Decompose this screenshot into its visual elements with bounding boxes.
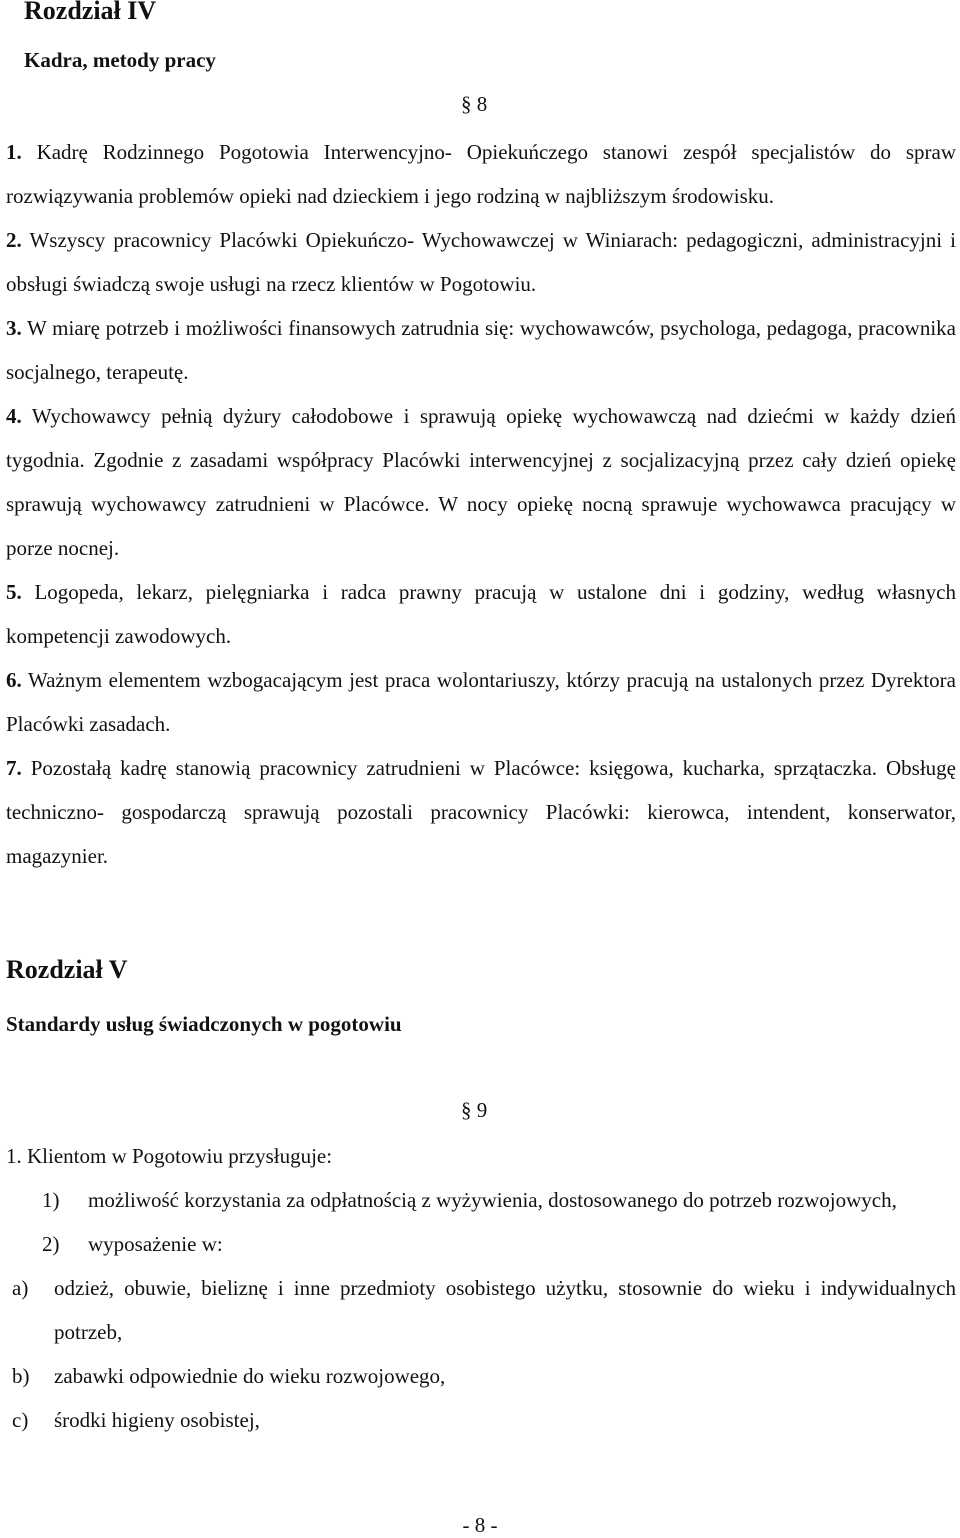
- list-subitem: [6, 1354, 956, 1398]
- list-marker: 1): [42, 1188, 60, 1212]
- list-marker: c): [12, 1408, 29, 1432]
- paragraph: [6, 394, 956, 570]
- list-subitem-text: środki higieny osobistej,: [54, 1408, 260, 1432]
- paragraph-number: 5.: [6, 580, 22, 604]
- paragraph-text: Pozostałą kadrę stanowią pracownicy zatrudnieni w Placówce: księgowa, kucharka, sprzątaczka. Obsługę techniczno- gospodarczą sprawują pozostali pracownicy Placówki: kierowca, intendent, konserwator, magazynier.: [6, 756, 956, 868]
- paragraph: [6, 306, 956, 394]
- paragraph: [6, 570, 956, 658]
- paragraph-text: Kadrę Rodzinnego Pogotowia Interwencyjno- Opiekuńczego stanowi zespół specjalistów do spraw rozwiązywania problemów opieki nad dzieckiem i jego rodziną w najbliższym środowisku.: [6, 140, 956, 208]
- list-marker: a): [12, 1276, 29, 1300]
- chapter-title: Rozdział V: [6, 955, 128, 984]
- list-item: [6, 1178, 956, 1222]
- list-intro: 1. Klientom w Pogotowiu przysługuje:: [6, 1144, 333, 1168]
- section-body: [6, 1134, 956, 1442]
- paragraph-number: 2.: [6, 228, 22, 252]
- section-mark: § 9: [461, 1098, 488, 1122]
- paragraph-text: Wychowawcy pełnią dyżury całodobowe i sprawują opiekę wychowawczą nad dziećmi w każdy dzień tygodnia. Zgodnie z zasadami współpracy Placówki interwencyjnej z socjalizacyjną przez cały dzień opiekę sprawują wychowawcy zatrudnieni w Placówce. W nocy opiekę nocną sprawuje wychowawca pracujący w porze nocnej.: [6, 404, 956, 560]
- chapter-subtitle: Standardy usług świadczonych w pogotowiu: [6, 1012, 402, 1036]
- list-item-text: wyposażenie w:: [88, 1232, 223, 1256]
- section-mark: § 8: [461, 92, 488, 116]
- list-subitem-text: zabawki odpowiednie do wieku rozwojowego,: [54, 1364, 446, 1388]
- paragraph: [6, 746, 956, 878]
- section-body: [6, 130, 956, 878]
- paragraph-number: 3.: [6, 316, 22, 340]
- paragraph: [6, 218, 956, 306]
- list-subitem: [6, 1398, 956, 1442]
- list-subitem-text: odzież, obuwie, bieliznę i inne przedmioty osobistego użytku, stosownie do wieku i indywidualnych potrzeb,: [54, 1276, 956, 1344]
- list-item-text: możliwość korzystania za odpłatnością z wyżywienia, dostosowanego do potrzeb rozwojowych,: [88, 1188, 897, 1212]
- paragraph-number: 4.: [6, 404, 22, 428]
- paragraph: [6, 658, 956, 746]
- paragraph: [6, 130, 956, 218]
- paragraph-text: W miarę potrzeb i możliwości finansowych zatrudnia się: wychowawców, psychologa, pedagoga, pracownika socjalnego, terapeutę.: [6, 316, 956, 384]
- chapter-subtitle: Kadra, metody pracy: [24, 48, 216, 72]
- paragraph-number: 1.: [6, 140, 22, 164]
- paragraph-text: Wszyscy pracownicy Placówki Opiekuńczo- Wychowawczej w Winiarach: pedagogiczni, administracyjni i obsługi świadczą swoje usługi na rzecz klientów w Pogotowiu.: [6, 228, 956, 296]
- paragraph-number: 7.: [6, 756, 22, 780]
- list-marker: 2): [42, 1232, 60, 1256]
- paragraph-text: Ważnym elementem wzbogacającym jest praca wolontariuszy, którzy pracują na ustalonych przez Dyrektora Placówki zasadach.: [6, 668, 956, 736]
- list-marker: b): [12, 1364, 30, 1388]
- paragraph-number: 6.: [6, 668, 22, 692]
- paragraph-text: Logopeda, lekarz, pielęgniarka i radca prawny pracują w ustalone dni i godziny, według własnych kompetencji zawodowych.: [6, 580, 956, 648]
- page-number: - 8 -: [462, 1513, 498, 1537]
- chapter-title: Rozdział IV: [24, 0, 157, 25]
- list-subitem: [6, 1266, 956, 1354]
- list-item: [6, 1222, 956, 1266]
